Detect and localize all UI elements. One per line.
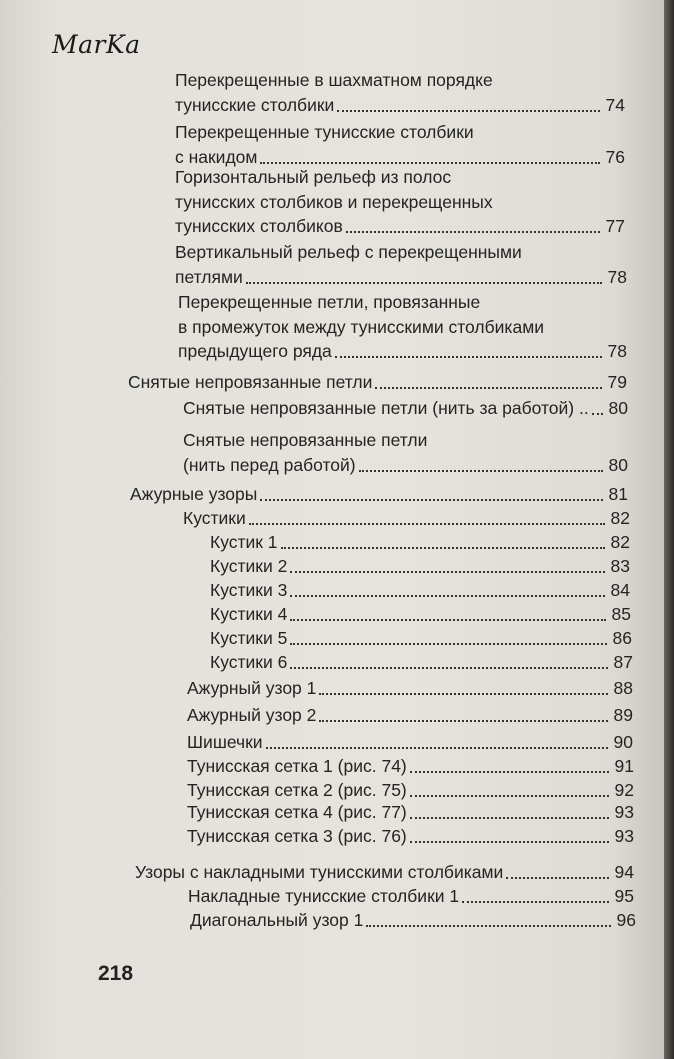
toc-entry-title-line: тунисских столбиков — [175, 216, 343, 236]
toc-entry-title-line: Снятые непровязанные петли (нить за работой) .. — [183, 398, 589, 418]
dot-leader — [281, 547, 605, 549]
toc-page-number: 92 — [614, 780, 634, 800]
toc-entry-last-line — [175, 265, 627, 289]
book-spine — [664, 0, 674, 1059]
toc-entry-last-line — [128, 370, 627, 394]
dot-leader — [290, 595, 605, 597]
toc-page-number: 79 — [607, 372, 627, 392]
toc-entry-title-line: Перекрещенные в шахматном порядке — [175, 70, 493, 90]
toc-entry-last-line — [175, 93, 625, 117]
dot-leader — [346, 231, 600, 233]
dot-leader — [290, 643, 607, 645]
toc-entry — [187, 730, 633, 754]
toc-entry-title-line: Накладные тунисские столбики 1 — [188, 886, 460, 906]
toc-entry — [183, 428, 628, 477]
dot-leader — [506, 877, 609, 879]
toc-entry-title-line: Кустики 6 — [210, 652, 288, 672]
toc-entry — [128, 370, 627, 394]
toc-entry — [187, 800, 634, 824]
toc-entry-last-line — [178, 339, 627, 363]
toc-page-number: 78 — [607, 266, 627, 287]
dot-leader — [290, 619, 606, 621]
toc-entry-last-line — [210, 602, 631, 626]
toc-entry-last-line — [188, 884, 634, 908]
toc-page-number: 88 — [613, 678, 633, 698]
dot-leader — [249, 523, 605, 525]
toc-entry-title-line: в промежуток между тунисскими столбиками — [178, 316, 544, 337]
toc-entry-last-line — [130, 482, 628, 506]
toc-entry-last-line — [183, 453, 628, 477]
toc-page-number: 93 — [614, 826, 634, 846]
toc-page-number: 85 — [611, 604, 631, 624]
toc-entry — [210, 530, 630, 554]
dot-leader — [359, 470, 603, 472]
dot-leader — [260, 499, 603, 501]
toc-page-number: 78 — [607, 341, 627, 361]
dot-leader — [319, 720, 608, 722]
toc-entry-title-line: Ажурные узоры — [130, 484, 258, 504]
toc-page-number: 89 — [613, 705, 633, 725]
toc-entry — [187, 778, 634, 802]
toc-entry — [187, 676, 633, 700]
dot-leader — [319, 693, 608, 695]
dot-leader — [592, 413, 603, 415]
toc-entry-title-line: Перекрещенные петли, провязанные — [178, 292, 481, 312]
toc-entry-title-line: Кустики 4 — [210, 604, 288, 624]
toc-entry-title-line: Кустик 1 — [210, 532, 278, 552]
toc-entry — [178, 290, 627, 363]
toc-page-number: 93 — [614, 802, 634, 822]
toc-page-number: 86 — [612, 628, 632, 648]
toc-entry — [187, 754, 634, 778]
toc-entry — [187, 824, 634, 848]
toc-entry-title-line: Ажурный узор 1 — [187, 678, 317, 698]
toc-entry-title-line: Кустики 3 — [210, 580, 288, 600]
toc-entry-title-line: Ажурный узор 2 — [187, 705, 317, 725]
dot-leader — [410, 771, 609, 773]
dot-leader — [462, 901, 609, 903]
toc-entry-title-line: тунисские столбики — [175, 94, 335, 115]
toc-entry-last-line — [187, 824, 634, 848]
toc-entry-title-line: Снятые непровязанные петли — [183, 430, 428, 450]
dot-leader — [375, 387, 602, 389]
toc-page-number: 94 — [614, 862, 634, 882]
dot-leader — [366, 925, 611, 927]
toc-entry-title-line: Шишечки — [187, 732, 263, 752]
toc-entry — [183, 396, 628, 420]
toc-entry-title-line: с накидом — [175, 146, 258, 167]
toc-entry — [175, 68, 625, 117]
toc-entry — [210, 578, 630, 602]
toc-entry-title-line: Тунисская сетка 3 (рис. 76) — [187, 826, 407, 846]
toc-entry-title-line: Перекрещенные тунисские столбики — [175, 122, 474, 142]
toc-entry-title-line: тунисских столбиков и перекрещенных — [175, 191, 493, 212]
toc-entry — [130, 482, 628, 506]
dot-leader — [290, 571, 605, 573]
toc-page-number: 80 — [608, 454, 628, 475]
toc-page-number: 77 — [605, 216, 625, 236]
toc-entry-last-line — [187, 676, 633, 700]
toc-page-number: 80 — [608, 398, 628, 418]
toc-page-number: 84 — [610, 580, 630, 600]
dot-leader — [290, 667, 608, 669]
toc-entry-last-line — [210, 650, 633, 674]
dot-leader — [410, 795, 609, 797]
dot-leader — [335, 356, 602, 358]
toc-entry-title-line: петлями — [175, 266, 243, 287]
toc-entry-last-line — [187, 800, 634, 824]
toc-page-number: 74 — [605, 94, 625, 115]
toc-page-number: 82 — [610, 508, 630, 528]
toc-entry-last-line — [187, 703, 633, 727]
toc-entry-title-line: Снятые непровязанные петли — [128, 372, 373, 392]
toc-entry — [135, 860, 634, 884]
toc-page-number: 95 — [614, 886, 634, 906]
toc-entry-last-line — [135, 860, 634, 884]
dot-leader — [260, 162, 600, 164]
toc-page-number: 90 — [613, 732, 633, 752]
toc-entry-title-line: Кустики 5 — [210, 628, 288, 648]
watermark: MarKa — [52, 30, 141, 59]
toc-entry — [210, 602, 631, 626]
page-number: 218 — [98, 962, 134, 985]
toc-entry-last-line — [183, 506, 630, 530]
toc-entry-title-line: Узоры с накладными тунисскими столбиками — [135, 862, 504, 882]
toc-entry-title-line: Тунисская сетка 1 (рис. 74) — [187, 756, 407, 776]
toc-page-number: 76 — [605, 146, 625, 167]
toc-entry-title-line: предыдущего ряда — [178, 341, 332, 361]
toc-entry-title-line: Диагональный узор 1 — [190, 910, 364, 930]
toc-entry-last-line — [175, 214, 625, 238]
toc-entry-title-line: Кустики — [183, 508, 246, 528]
toc-entry-last-line — [187, 778, 634, 802]
toc-entry — [183, 506, 630, 530]
toc-page-number: 91 — [614, 756, 634, 776]
toc-entry-title-line: Кустики 2 — [210, 556, 288, 576]
toc-entry-last-line — [190, 908, 636, 932]
toc-entry-last-line — [210, 578, 630, 602]
toc-entry — [175, 120, 625, 169]
toc-entry-last-line — [187, 730, 633, 754]
toc-page-number: 81 — [608, 484, 628, 504]
toc-entry-title-line: Тунисская сетка 2 (рис. 75) — [187, 780, 407, 800]
toc-entry-title-line: (нить перед работой) — [183, 454, 356, 475]
toc-entry-last-line — [210, 554, 630, 578]
toc-entry — [190, 908, 636, 932]
toc-page-number: 83 — [610, 556, 630, 576]
dot-leader — [246, 282, 602, 284]
toc-entry — [175, 165, 625, 238]
toc-entry-last-line — [210, 530, 630, 554]
toc-entry — [188, 884, 634, 908]
toc-entry — [187, 703, 633, 727]
toc-entry — [210, 650, 633, 674]
toc-entry-title-line: Тунисская сетка 4 (рис. 77) — [187, 802, 407, 822]
toc-entry — [210, 626, 632, 650]
toc-entry-title-line: Вертикальный рельеф с перекрещенными — [175, 242, 522, 262]
toc-page-number: 82 — [610, 532, 630, 552]
dot-leader — [266, 747, 608, 749]
toc-page-number: 96 — [616, 910, 636, 930]
toc-entry-last-line — [187, 754, 634, 778]
dot-leader — [337, 110, 600, 112]
toc-entry-title-line: Горизонтальный рельеф из полос — [175, 167, 452, 187]
dot-leader — [410, 817, 609, 819]
toc-page-number: 87 — [613, 652, 633, 672]
toc-entry — [175, 240, 627, 289]
dot-leader — [410, 841, 609, 843]
toc-entry-last-line — [210, 626, 632, 650]
toc-entry-last-line — [183, 396, 628, 420]
toc-entry — [210, 554, 630, 578]
